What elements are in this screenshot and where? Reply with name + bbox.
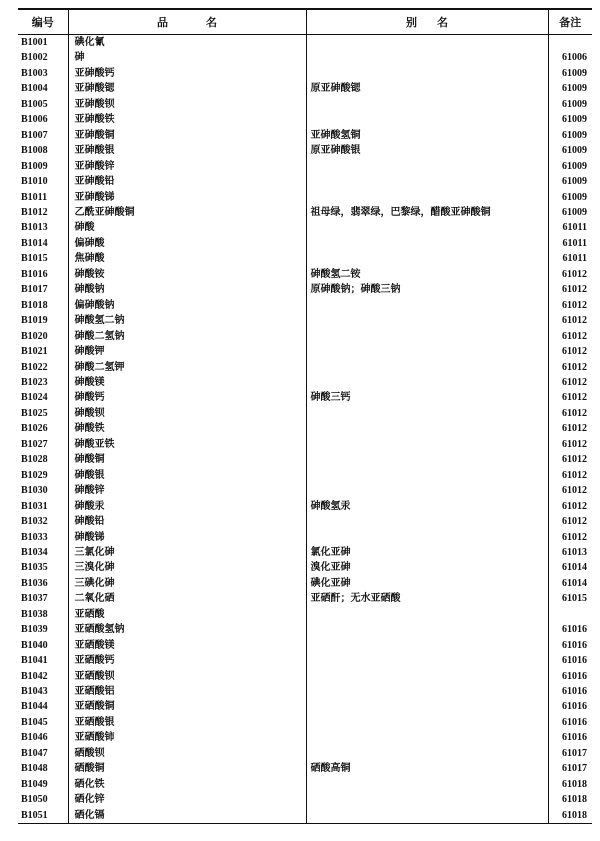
row-code: B1041 <box>21 655 48 667</box>
row-alias <box>306 251 548 266</box>
table-header <box>18 9 592 35</box>
row-name: 亚硒酸铜 <box>68 699 306 714</box>
row-note: 61012 <box>548 267 592 282</box>
header-name-char-1: 品 <box>157 16 168 29</box>
row-note: 61012 <box>548 421 592 436</box>
table-row <box>18 792 592 807</box>
row-note: 61013 <box>548 545 592 560</box>
row-note: 61012 <box>548 530 592 545</box>
row-note: 61017 <box>548 746 592 761</box>
header-name-char-2: 名 <box>206 16 217 29</box>
row-name: 亚砷酸锌 <box>68 159 306 174</box>
table-row <box>18 591 592 606</box>
row-note: 61012 <box>548 468 592 483</box>
row-alias <box>306 684 548 699</box>
row-alias <box>306 50 548 65</box>
row-name: 亚砷酸钡 <box>68 97 306 112</box>
row-note: 61018 <box>548 808 592 824</box>
table-row <box>18 607 592 622</box>
row-code: B1001 <box>21 37 48 48</box>
row-note: 61009 <box>548 128 592 143</box>
row-code: B1015 <box>21 253 48 265</box>
table-row <box>18 699 592 714</box>
row-name: 砷酸氢二钠 <box>68 313 306 328</box>
row-note: 61012 <box>548 282 592 297</box>
row-name: 亚硒酸氢钠 <box>68 622 306 637</box>
row-note: 61018 <box>548 792 592 807</box>
row-note: 61011 <box>548 236 592 251</box>
row-code: B1017 <box>21 284 48 296</box>
row-name: 砷酸二氢钾 <box>68 360 306 375</box>
row-note: 61017 <box>548 761 592 776</box>
row-alias: 硒酸高铜 <box>306 761 548 776</box>
row-name: 砷酸镁 <box>68 375 306 390</box>
table-row <box>18 220 592 235</box>
table-row <box>18 576 592 591</box>
row-name: 砷酸铁 <box>68 421 306 436</box>
row-code: B1018 <box>21 299 48 311</box>
row-note <box>548 35 592 51</box>
row-alias <box>306 607 548 622</box>
row-note: 61009 <box>548 97 592 112</box>
row-note: 61014 <box>548 576 592 591</box>
table-row <box>18 390 592 405</box>
row-note: 61012 <box>548 375 592 390</box>
table-row <box>18 190 592 205</box>
table-row <box>18 669 592 684</box>
table-row <box>18 730 592 745</box>
row-name: 亚硒酸 <box>68 607 306 622</box>
row-alias <box>306 468 548 483</box>
table-row <box>18 112 592 127</box>
row-alias <box>306 159 548 174</box>
table-row <box>18 267 592 282</box>
row-name: 硒酸铜 <box>68 761 306 776</box>
row-alias <box>306 406 548 421</box>
row-name: 砷酸亚铁 <box>68 437 306 452</box>
row-code: B1047 <box>21 747 48 759</box>
row-name: 硒化铁 <box>68 777 306 792</box>
table-row <box>18 808 592 824</box>
table-row <box>18 499 592 514</box>
row-code: B1014 <box>21 237 48 249</box>
row-alias <box>306 329 548 344</box>
row-code: B1013 <box>21 222 48 234</box>
row-name: 三溴化砷 <box>68 560 306 575</box>
row-alias <box>306 298 548 313</box>
row-name: 砷酸锑 <box>68 530 306 545</box>
table-row <box>18 143 592 158</box>
row-code: B1028 <box>21 454 48 466</box>
table-row <box>18 174 592 189</box>
table-row <box>18 282 592 297</box>
row-alias <box>306 730 548 745</box>
row-note: 61016 <box>548 638 592 653</box>
row-note: 61012 <box>548 313 592 328</box>
row-name: 亚砷酸铅 <box>68 174 306 189</box>
row-name: 砷酸二氢钠 <box>68 329 306 344</box>
row-note: 61016 <box>548 653 592 668</box>
row-code: B1002 <box>21 52 48 64</box>
row-note: 61012 <box>548 298 592 313</box>
row-code: B1006 <box>21 114 48 126</box>
row-code: B1009 <box>21 160 48 172</box>
table-row <box>18 468 592 483</box>
row-alias <box>306 777 548 792</box>
row-name: 亚砷酸钙 <box>68 66 306 81</box>
row-name: 亚砷酸锑 <box>68 190 306 205</box>
table-row <box>18 421 592 436</box>
table-body <box>18 35 592 824</box>
row-note: 61012 <box>548 329 592 344</box>
row-alias <box>306 313 548 328</box>
row-code: B1031 <box>21 500 48 512</box>
row-code: B1050 <box>21 794 48 806</box>
row-name: 砷酸钠 <box>68 282 306 297</box>
table-row <box>18 437 592 452</box>
row-note: 61018 <box>548 777 592 792</box>
table-row <box>18 530 592 545</box>
table-row <box>18 360 592 375</box>
row-name: 亚硒酸铝 <box>68 684 306 699</box>
row-name: 三氯化砷 <box>68 545 306 560</box>
row-name: 二氧化硒 <box>68 591 306 606</box>
row-alias: 亚砷酸氢铜 <box>306 128 548 143</box>
row-alias <box>306 452 548 467</box>
row-name: 砷酸铜 <box>68 452 306 467</box>
row-code: B1023 <box>21 376 48 388</box>
row-code: B1012 <box>21 206 48 218</box>
row-alias: 原亚砷酸锶 <box>306 81 548 96</box>
row-name: 亚硒酸钡 <box>68 669 306 684</box>
row-alias <box>306 808 548 824</box>
table-row <box>18 375 592 390</box>
row-code: B1021 <box>21 346 48 358</box>
row-code: B1048 <box>21 763 48 775</box>
row-code: B1032 <box>21 516 48 528</box>
row-alias: 氯化亚砷 <box>306 545 548 560</box>
row-code: B1037 <box>21 593 48 605</box>
row-name: 碘化氰 <box>68 35 306 51</box>
substance-table-sheet <box>18 8 592 831</box>
row-code: B1024 <box>21 392 48 404</box>
row-code: B1046 <box>21 732 48 744</box>
table-row <box>18 159 592 174</box>
table-row <box>18 205 592 220</box>
row-alias <box>306 653 548 668</box>
row-alias <box>306 35 548 51</box>
header-alias-char-1: 别 <box>406 16 417 29</box>
table-row <box>18 715 592 730</box>
row-code: B1049 <box>21 778 48 790</box>
table-row <box>18 35 592 51</box>
row-alias <box>306 375 548 390</box>
row-alias <box>306 638 548 653</box>
table-row <box>18 128 592 143</box>
row-name: 焦砷酸 <box>68 251 306 266</box>
row-note: 61016 <box>548 730 592 745</box>
table-row <box>18 97 592 112</box>
substance-table <box>18 8 592 824</box>
header-alias-char-2: 名 <box>437 16 448 29</box>
row-name: 砷酸 <box>68 220 306 235</box>
row-alias <box>306 174 548 189</box>
row-code: B1042 <box>21 670 48 682</box>
row-code: B1007 <box>21 129 48 141</box>
row-code: B1038 <box>21 608 48 620</box>
row-note: 61009 <box>548 81 592 96</box>
row-alias: 原亚砷酸银 <box>306 143 548 158</box>
row-note: 61016 <box>548 669 592 684</box>
row-note: 61016 <box>548 699 592 714</box>
row-note: 61009 <box>548 159 592 174</box>
row-code: B1029 <box>21 469 48 481</box>
row-name: 砷酸汞 <box>68 499 306 514</box>
row-note: 61012 <box>548 514 592 529</box>
table-row <box>18 761 592 776</box>
table-row <box>18 684 592 699</box>
row-note: 61016 <box>548 684 592 699</box>
row-code: B1022 <box>21 361 48 373</box>
row-note: 61016 <box>548 715 592 730</box>
row-alias <box>306 220 548 235</box>
row-name: 砷酸银 <box>68 468 306 483</box>
row-alias <box>306 792 548 807</box>
row-note: 61015 <box>548 591 592 606</box>
row-name: 亚砷酸银 <box>68 143 306 158</box>
row-alias <box>306 530 548 545</box>
row-note: 61009 <box>548 190 592 205</box>
table-row <box>18 545 592 560</box>
header-alias <box>306 9 548 35</box>
table-row <box>18 746 592 761</box>
row-code: B1033 <box>21 531 48 543</box>
table-row <box>18 777 592 792</box>
row-name: 偏砷酸钠 <box>68 298 306 313</box>
row-name: 砷酸钡 <box>68 406 306 421</box>
row-code: B1044 <box>21 701 48 713</box>
row-name: 亚硒酸铈 <box>68 730 306 745</box>
table-row <box>18 236 592 251</box>
row-code: B1005 <box>21 98 48 110</box>
row-alias: 亚硒酐；无水亚硒酸 <box>306 591 548 606</box>
table-row <box>18 298 592 313</box>
row-note: 61012 <box>548 452 592 467</box>
table-row <box>18 514 592 529</box>
row-code: B1040 <box>21 639 48 651</box>
row-alias <box>306 699 548 714</box>
row-note: 61009 <box>548 66 592 81</box>
header-name <box>68 9 306 35</box>
row-alias: 溴化亚砷 <box>306 560 548 575</box>
row-alias: 碘化亚砷 <box>306 576 548 591</box>
row-note: 61014 <box>548 560 592 575</box>
row-alias <box>306 669 548 684</box>
row-code: B1034 <box>21 546 48 558</box>
row-name: 硒化镉 <box>68 808 306 824</box>
row-note: 61011 <box>548 220 592 235</box>
row-note: 61009 <box>548 174 592 189</box>
row-alias <box>306 514 548 529</box>
row-note: 61012 <box>548 437 592 452</box>
row-code: B1043 <box>21 686 48 698</box>
row-name: 硒酸钡 <box>68 746 306 761</box>
table-row <box>18 81 592 96</box>
row-name: 亚砷酸铁 <box>68 112 306 127</box>
table-row <box>18 653 592 668</box>
row-alias: 原砷酸钠；砷酸三钠 <box>306 282 548 297</box>
row-name: 砷酸铵 <box>68 267 306 282</box>
table-row <box>18 66 592 81</box>
table-row <box>18 638 592 653</box>
row-note: 61016 <box>548 622 592 637</box>
row-alias <box>306 715 548 730</box>
row-code: B1036 <box>21 577 48 589</box>
row-alias <box>306 360 548 375</box>
row-note: 61011 <box>548 251 592 266</box>
table-row <box>18 313 592 328</box>
row-name: 亚硒酸银 <box>68 715 306 730</box>
table-row <box>18 329 592 344</box>
row-alias: 砷酸三钙 <box>306 390 548 405</box>
row-code: B1004 <box>21 83 48 95</box>
row-name: 乙酰亚砷酸铜 <box>68 205 306 220</box>
row-name: 硒化锌 <box>68 792 306 807</box>
row-name: 偏砷酸 <box>68 236 306 251</box>
row-alias: 祖母绿，翡翠绿，巴黎绿，醋酸亚砷酸铜 <box>306 205 548 220</box>
row-code: B1026 <box>21 423 48 435</box>
table-row <box>18 622 592 637</box>
row-name: 亚砷酸锶 <box>68 81 306 96</box>
row-note: 61012 <box>548 499 592 514</box>
header-code: 编号 <box>18 9 68 35</box>
table-row <box>18 251 592 266</box>
row-code: B1010 <box>21 176 48 188</box>
row-name: 亚硒酸镁 <box>68 638 306 653</box>
row-code: B1045 <box>21 716 48 728</box>
row-note: 61012 <box>548 344 592 359</box>
row-note: 61009 <box>548 205 592 220</box>
row-alias <box>306 483 548 498</box>
row-name: 砷酸钾 <box>68 344 306 359</box>
row-alias <box>306 66 548 81</box>
row-note: 61009 <box>548 143 592 158</box>
row-code: B1020 <box>21 330 48 342</box>
row-code: B1030 <box>21 485 48 497</box>
row-alias <box>306 421 548 436</box>
table-row <box>18 406 592 421</box>
row-note: 61012 <box>548 483 592 498</box>
row-alias <box>306 437 548 452</box>
table-row <box>18 344 592 359</box>
row-code: B1035 <box>21 562 48 574</box>
row-note: 61006 <box>548 50 592 65</box>
row-alias <box>306 746 548 761</box>
row-alias: 砷酸氢汞 <box>306 499 548 514</box>
row-code: B1027 <box>21 438 48 450</box>
row-code: B1025 <box>21 407 48 419</box>
row-alias <box>306 190 548 205</box>
header-note: 备注 <box>548 9 592 35</box>
row-alias: 砷酸氢二铵 <box>306 267 548 282</box>
row-alias <box>306 112 548 127</box>
row-name: 亚硒酸钙 <box>68 653 306 668</box>
row-note: 61012 <box>548 390 592 405</box>
row-code: B1016 <box>21 268 48 280</box>
table-row <box>18 560 592 575</box>
row-alias <box>306 344 548 359</box>
table-row <box>18 452 592 467</box>
row-alias <box>306 236 548 251</box>
row-code: B1008 <box>21 145 48 157</box>
row-note: 61009 <box>548 112 592 127</box>
table-row <box>18 483 592 498</box>
row-alias <box>306 97 548 112</box>
row-note: 61012 <box>548 360 592 375</box>
row-code: B1039 <box>21 624 48 636</box>
row-alias <box>306 622 548 637</box>
table-row <box>18 50 592 65</box>
row-name: 砷 <box>68 50 306 65</box>
row-name: 亚砷酸铜 <box>68 128 306 143</box>
row-name: 砷酸锌 <box>68 483 306 498</box>
row-note: 61012 <box>548 406 592 421</box>
row-code: B1011 <box>21 191 48 203</box>
row-code: B1051 <box>18 808 68 824</box>
row-name: 三碘化砷 <box>68 576 306 591</box>
row-code: B1003 <box>21 67 48 79</box>
row-code: B1019 <box>21 315 48 327</box>
row-name: 砷酸钙 <box>68 390 306 405</box>
row-note <box>548 607 592 622</box>
row-name: 砷酸铅 <box>68 514 306 529</box>
